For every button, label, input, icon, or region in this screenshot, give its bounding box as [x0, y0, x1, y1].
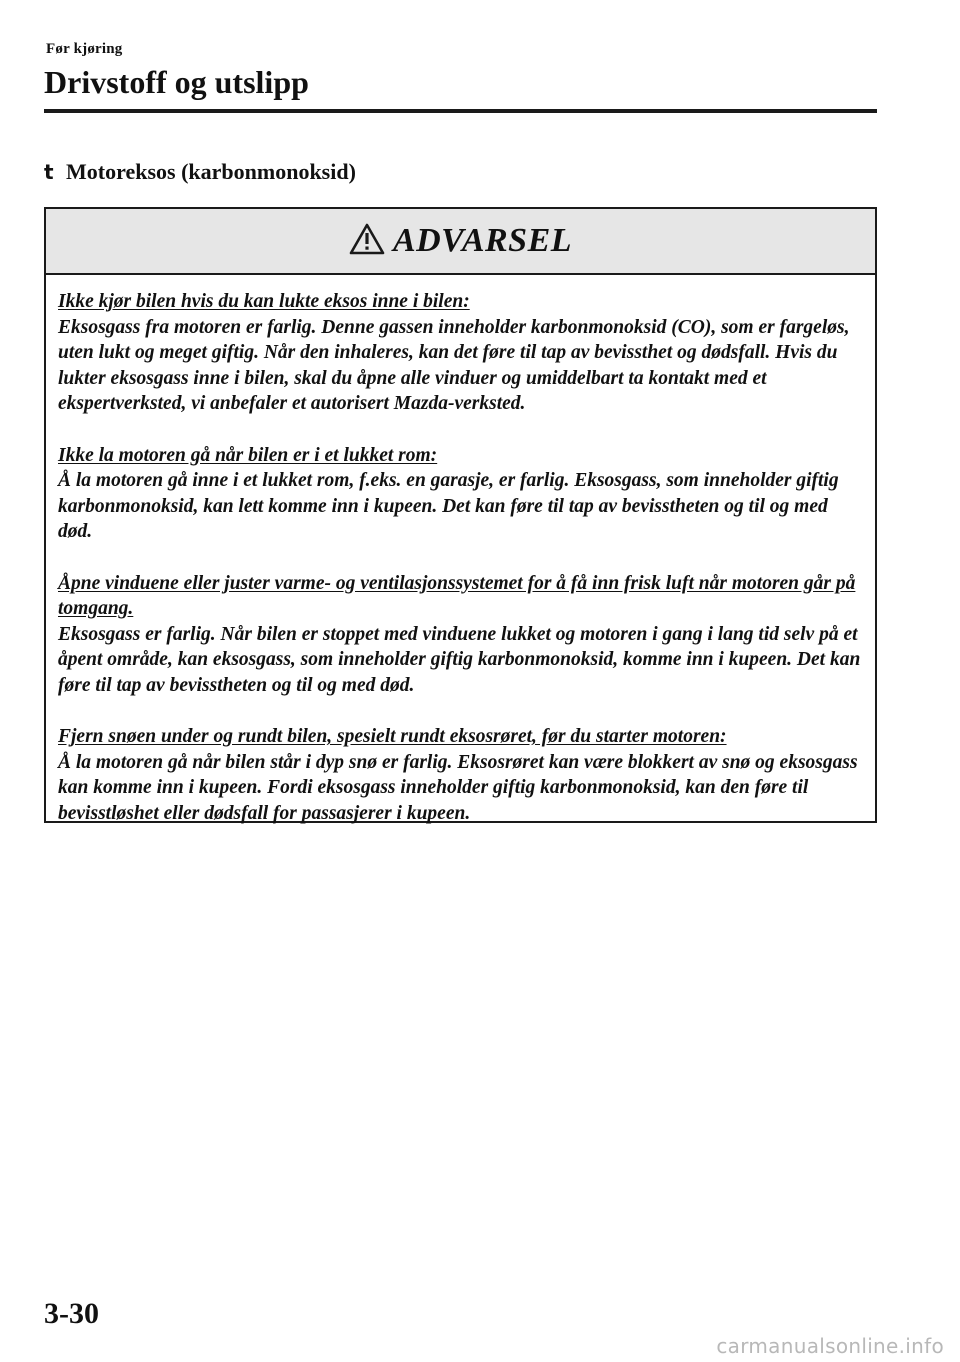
section-bullet: t: [44, 160, 54, 184]
warning-paragraph-heading: Ikke kjør bilen hvis du kan lukte eksos inne i bilen:: [58, 291, 470, 312]
section-heading: [44, 158, 356, 186]
warning-paragraph: [58, 289, 865, 417]
warning-paragraph-text: Å la motoren gå når bilen står i dyp snø er farlig. Eksosrøret kan være blokkert av snø og eksosgass kan komme inn i kupeen. Fordi eksosgass inneholder giftig karbonmonoksid, kan den føre til bevisstløshet eller dødsfall for passasjerer i kupeen.: [58, 751, 858, 824]
warning-paragraph-text: Eksosgass fra motoren er farlig. Denne gassen inneholder karbonmonoksid (CO), som er fargeløs, uten lukt og meget giftig. Når den inhaleres, kan det føre til tap av bevissthet og dødsfall. Hvis du lukter eksosgass inne i bilen, skal du åpne alle vinduer og umiddelbart ta kontakt med et ekspertverksted, vi anbefaler et autorisert Mazda-verksted.: [58, 316, 850, 415]
title-rule: [44, 109, 877, 113]
warning-paragraph-text: Å la motoren gå inne i et lukket rom, f.eks. en garasje, er farlig. Eksosgass, som inneholder giftig karbonmonoksid, kan lett komme inn i kupeen. Det kan føre til tap av bevisstheten og til og med død.: [58, 470, 839, 543]
watermark: carmanualsonline.info: [716, 1334, 944, 1358]
chapter-title: Drivstoff og utslipp: [44, 64, 309, 100]
section-heading-text: Motoreksos (karbonmonoksid): [66, 159, 356, 184]
warning-header: [46, 209, 875, 275]
warning-paragraph-heading: Fjern snøen under og rundt bilen, spesielt rundt eksosrøret, før du starter motoren:: [58, 726, 727, 748]
warning-body: [46, 275, 875, 826]
warning-label: ADVARSEL: [392, 222, 573, 259]
warning-box: [44, 207, 877, 823]
warning-paragraph: [58, 443, 865, 545]
warning-paragraph-heading: Åpne vinduene eller juster varme- og ventilasjonssystemet for å få inn frisk luft når motoren går på tomgang.: [58, 572, 856, 620]
page-kicker: Før kjøring: [46, 41, 123, 57]
warning-triangle-icon: [349, 223, 385, 255]
warning-paragraph: [58, 571, 865, 699]
warning-paragraph-text: Eksosgass er farlig. Når bilen er stoppet med vinduene lukket og motoren i gang i lang tid selv på et åpent område, kan eksosgass, som inneholder giftig karbonmonoksid, komme inn i kupeen. Det kan føre til tap av bevisstheten og til og med død.: [58, 623, 861, 696]
warning-paragraph: [58, 724, 865, 826]
warning-paragraph-heading: Ikke la motoren gå når bilen er i et lukket rom:: [58, 444, 438, 466]
page-number: 3-30: [44, 1297, 99, 1330]
